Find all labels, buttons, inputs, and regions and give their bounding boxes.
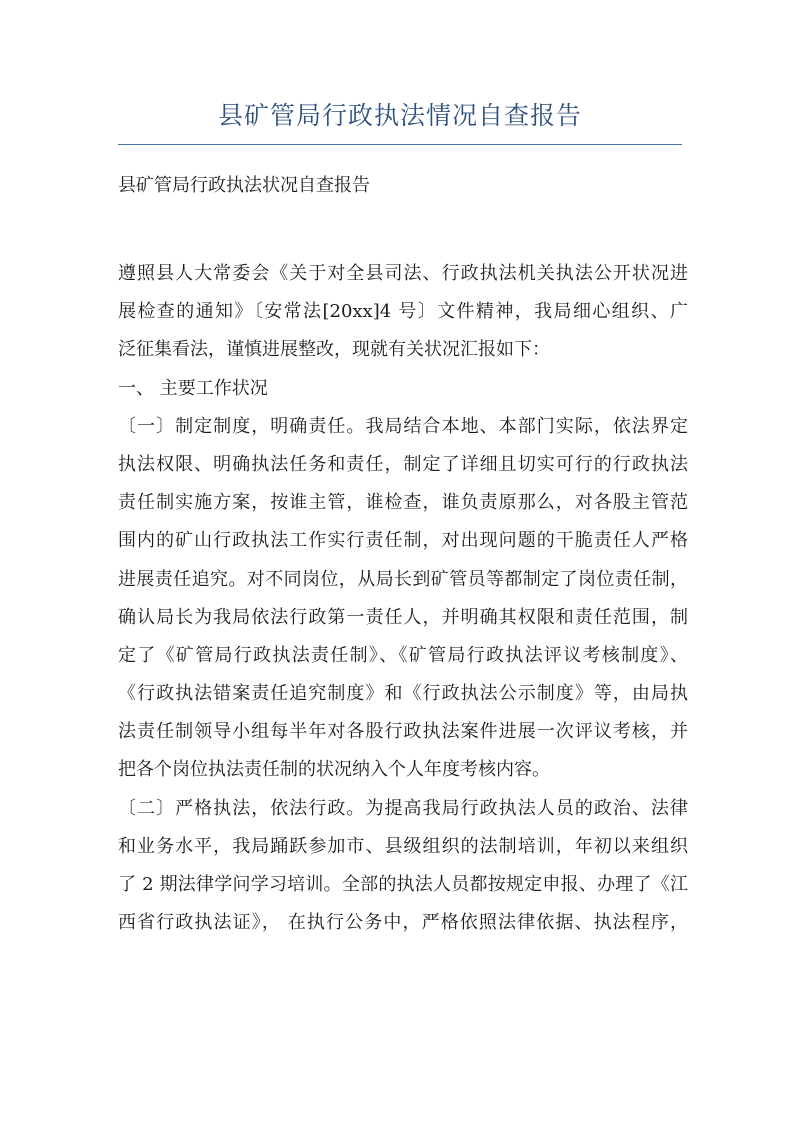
body-line: 把各个岗位执法责任制的状况纳入个人年度考核内容。: [118, 759, 550, 781]
body-line: 法责任制领导小组每半年对各股行政执法案件进展一次评议考核，并: [118, 721, 688, 743]
body-line: 西省行政执法证》， 在执行公务中，严格依照法律依据、执法程序，: [118, 912, 688, 934]
body-line: 围内的矿山行政执法工作实行责任制，对出现问题的干脆责任人严格: [118, 530, 688, 552]
document-title: 县矿管局行政执法情况自查报告: [217, 101, 582, 130]
title-underline: [118, 144, 682, 145]
section-heading: 一、 主要工作状况: [118, 377, 268, 399]
document-body: [118, 255, 688, 942]
body-line: 遵照县人大常委会《关于对全县司法、行政执法机关执法公开状况进: [118, 263, 688, 284]
body-line: 〔二〕严格执法，依法行政。为提高我局行政执法人员的政治、法律: [118, 797, 688, 819]
body-line: 确认局长为我局依法行政第一责任人，并明确其权限和责任范围，制: [118, 606, 688, 628]
body-line: 执法权限、明确执法任务和责任，制定了详细且切实可行的行政执法: [118, 453, 688, 475]
body-line: 《行政执法错案责任追究制度》和《行政执法公示制度》等，由局执: [118, 683, 688, 705]
body-line: 和业务水平，我局踊跃参加市、县级组织的法制培训，年初以来组织: [118, 835, 688, 857]
body-line: 泛征集看法，谨慎进展整改，现就有关状况汇报如下：: [118, 339, 550, 361]
body-line: 责任制实施方案，按谁主管，谁检查，谁负责原那么，对各股主管范: [118, 492, 688, 514]
body-line: 了 2 期法律学问学习培训。全部的执法人员都按规定申报、办理了《江: [118, 874, 688, 895]
body-line: 展检查的通知》〔安常法[20xx]4 号〕文件精神，我局细心组织、广: [118, 301, 688, 323]
body-line: 进展责任追究。对不同岗位，从局长到矿管员等都制定了岗位责任制，: [118, 568, 688, 590]
body-line: 〔一〕制定制度，明确责任。我局结合本地、本部门实际，依法界定: [118, 415, 688, 437]
body-line: 定了《矿管局行政执法责任制》、《矿管局行政执法评议考核制度》、: [118, 644, 688, 666]
document-subtitle: 县矿管局行政执法状况自查报告: [118, 175, 370, 196]
